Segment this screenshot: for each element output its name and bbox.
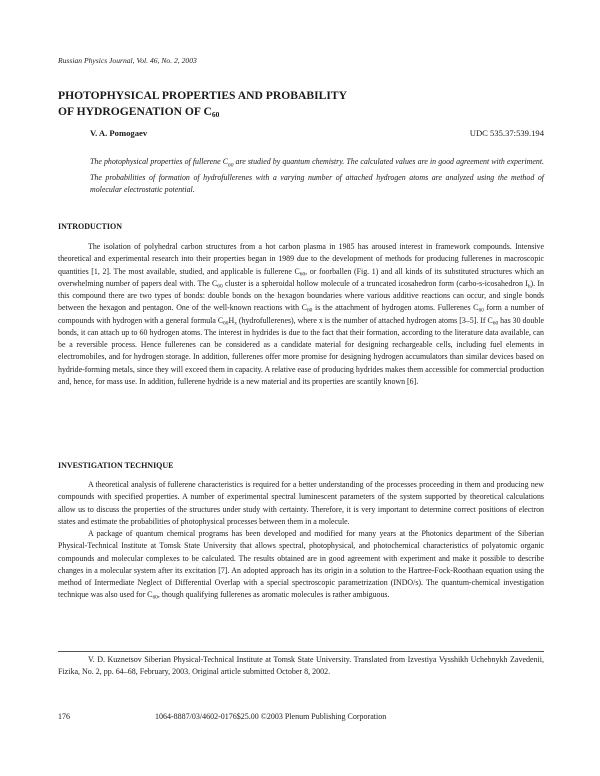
title-line-1: PHOTOPHYSICAL PROPERTIES AND PROBABILITY [58, 89, 347, 102]
technique-text: , though qualifying fullerenes as aromatic molecules is rather ambiguous. [157, 590, 390, 600]
intro-text: H [228, 315, 235, 325]
technique-subscript: 60 [152, 594, 158, 601]
copyright-line: 1064-8887/03/4602-0176$25.00 ©2003 Plenum Publishing Corporation [155, 712, 387, 721]
intro-subscript: 60 [223, 320, 229, 326]
introduction-body [58, 241, 544, 388]
intro-text: cluster is a spheroidal hollow molecule of a truncated icosahedron form (carbo-s-icosahedron I [222, 278, 528, 288]
intro-subscript: x [234, 320, 237, 326]
intro-text: , or foorballen (Fig. 1) and all kinds of its substituted structures which an overwhelming number of papers deal with. The C [58, 266, 544, 288]
abstract-text-c: agreement with experiment. The probabilities of formation of hydrofullerenes with a varying number of attached [90, 157, 544, 182]
title-line-2 [58, 104, 347, 123]
technique-paragraph-2 [58, 528, 544, 602]
intro-subscript: 60 [217, 283, 223, 290]
intro-text: The isolation of polyhedral carbon structures from a hot carbon plasma in 1985 has aroused interest in framework compounds. Intensive theoretical and experimental research into their properties began in 1989 due to the development of methods for producing fullerenes in macroscopic quantities [1, 2]. The most available, studied, and applicable is fullerene C [58, 242, 544, 276]
intro-text: form a number of compounds with hydrogen with a general formula C [58, 303, 544, 325]
author-name: V. A. Pomogaev [90, 128, 148, 138]
journal-line: Russian Physics Journal, Vol. 46, No. 2, 2003 [58, 56, 197, 65]
intro-subscript: h [527, 283, 531, 290]
title-line-2-text: OF HYDROGENATION OF C [58, 105, 212, 118]
footnote-divider [58, 651, 544, 652]
section-heading-introduction: INTRODUCTION [58, 222, 123, 231]
title-subscript: 60 [211, 110, 220, 119]
intro-subscript: 60 [478, 307, 484, 314]
intro-subscript: 60 [492, 320, 499, 326]
technique-paragraph-1: A theoretical analysis of fullerene characteristics is required for a better understanding of the processes proceeding in them and producing new compounds with specified properties. A number of experimental spectral luminescent parameters of the system supported by theoretical calculations allow us to discuss the properties of the structures under study with certainty. Therefore, it is very important to determine correct positions of electron states and estimate the probabilities of photophysical processes between them in a molecule. [58, 480, 544, 526]
abstract-text-b: are studied by quantum chemistry. The calculated values are in good [233, 157, 454, 166]
technique-body [58, 479, 544, 602]
intro-text: ). In this compound there are two types of bonds: double bonds on the hexagon boundaries where various additive reactions can occur, and single bonds between the hexagon and pentagon. One of the well-known reactions with C [58, 278, 544, 313]
intro-subscript: 60 [306, 307, 313, 314]
abstract [90, 156, 544, 196]
footnote: V. D. Kuznetsov Siberian Physical-Technical Institute at Tomsk State University. Translated from Izvestiya Vysshikh Uchebnykh Zavedenii, Fizika, No. 2, pp. 64–68, February, 2003. Original article submitted October 8, 2002. [58, 655, 544, 677]
abstract-text-d: hydrogen atoms are analyzed using the method of molecular electrostatic potential. [90, 172, 544, 194]
technique-text: A package of quantum chemical programs has been developed and modified for many years at the Photonics department of the Siberian Physical-Technical Institute at Tomsk State University that allows spectral, photophysical, and photochemical characteristics of polyatomic organic compounds and molecular complexes to be calculated. The results obtained are in good agreement with experiment and make it possible to describe changes in a molecular system after its excitation [7]. An adopted approach has its origin in a solution to the Hartree-Fock-Roothaan equation using the method of Intermediate Neglect of Differential Overlap with a special spectroscopic parametrization (INDO/s). The quantum-chemical investigation technique was also used for C [58, 529, 544, 600]
page-number: 176 [58, 712, 70, 721]
udc-code: UDC 535.37:539.194 [469, 128, 544, 138]
abstract-text-a: The photophysical properties of fullerene C [90, 157, 228, 166]
section-heading-technique: INVESTIGATION TECHNIQUE [58, 461, 174, 470]
intro-subscript: 60 [299, 271, 306, 277]
introduction-paragraph [58, 241, 544, 388]
intro-text: (hydrofullerenes), where x is the number of attached hydrogen atoms [3–5]. If C [236, 315, 493, 325]
intro-text: has 30 double bonds, it can attach up to 60 hydrogen atoms. The interest in hydrides is due to the fact that their formation, according to the literature data available, can be a reversible process. Hence fullerenes can be considered as a candidate material for designing rechargeable cells, including fuel elements in electromobiles, and for hydrogen storage. In addition, fullerenes offer more promise for designing hydrogen accumulators than similar devices based on hydride-forming metals, since they will exceed them in capacity. A relative ease of producing hydrides makes them accessible for commercial production and, hence, for mass use. In addition, fullerene hydride is a new material and its properties are scantily known [6]. [58, 315, 544, 386]
article-title [58, 88, 347, 123]
abstract-subscript: 60 [228, 162, 234, 169]
intro-text: is the attachment of hydrogen atoms. Fullerenes C [312, 303, 479, 313]
